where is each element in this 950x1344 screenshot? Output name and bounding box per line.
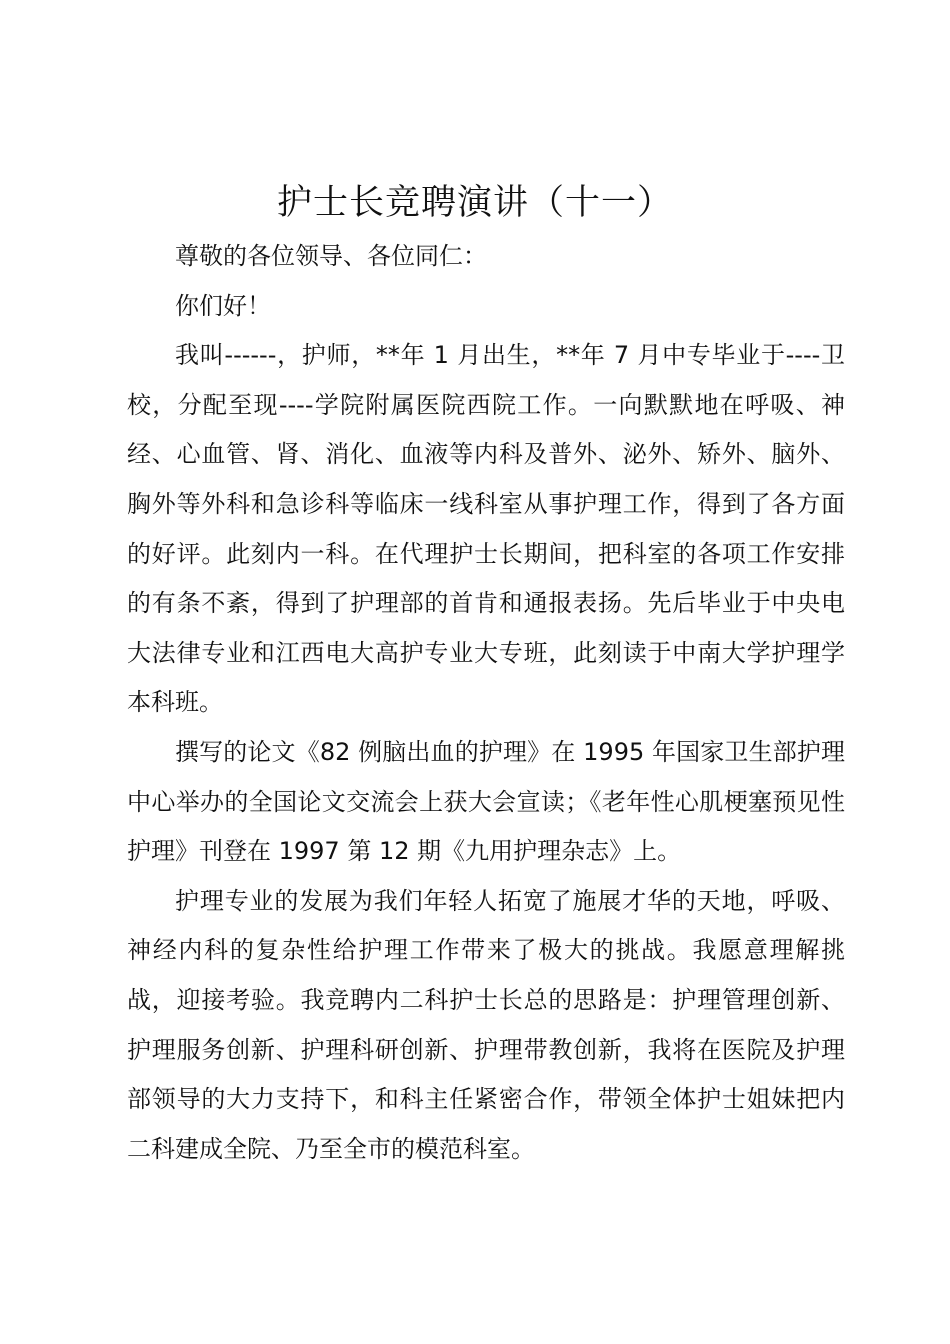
document-body [127, 232, 845, 1174]
paragraph-plan: 护理专业的发展为我们年轻人拓宽了施展才华的天地，呼吸、神经内科的复杂性给护理工作带来了极大的挑战。我愿意理解挑战，迎接考验。我竞聘内二科护士长总的思路是：护理管理创新、护理服务创新、护理科研创新、护理带教创新，我将在医院及护理部领导的大力支持下，和科主任紧密合作，带领全体护士姐妹把内二科建成全院、乃至全市的模范科室。 [127, 886, 845, 1163]
paragraph-salutation: 尊敬的各位领导、各位同仁： [175, 242, 487, 270]
document-title: 护士长竞聘演讲（十一） [276, 183, 673, 223]
paragraph-greeting: 你们好！ [175, 291, 271, 320]
paragraph-publications: 撰写的论文《82 例脑出血的护理》在 1995 年国家卫生部护理中心举办的全国论文交流会上获大会宣读；《老年性心肌梗塞预见性护理》刊登在 1997 第 12 期《九用护理杂志》上。 [127, 737, 845, 866]
paragraph-introduction: 我叫------，护师，**年 1 月出生，**年 7 月中专毕业于----卫校，分配至现----学院附属医院西院工作。一向默默地在呼吸、神经、心血管、肾、消化、血液等内科及普外、泌外、矫外、脑外、胸外等外科和急诊科等临床一线科室从事护理工作，得到了各方面的好评。此刻内一科。在代理护士长期间，把科室的各项工作安排的有条不紊，得到了护理部的首肯和通报表扬。先后毕业于中央电大法律专业和江西电大高护专业大专班，此刻读于中南大学护理学本科班。 [127, 341, 845, 717]
